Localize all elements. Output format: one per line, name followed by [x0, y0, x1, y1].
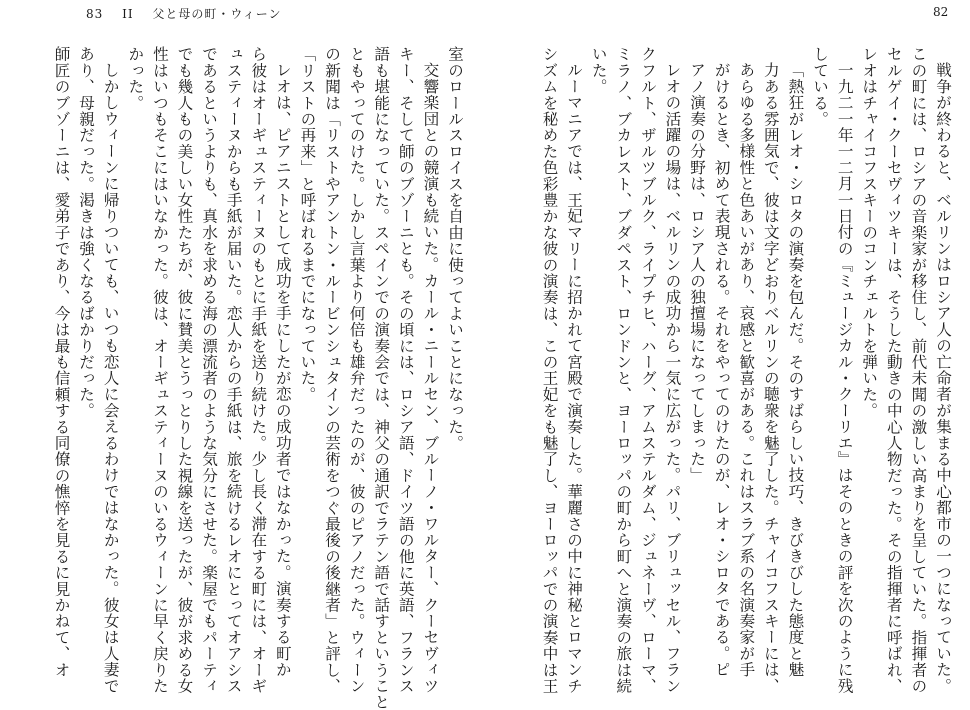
text-line: セルゲイ・クーセヴィツキーは、そうした動きの中心人物だった。その指揮者に呼ばれ、: [884, 46, 903, 694]
text-line: 力ある雰囲気で、彼は文字どおりベルリンの聴衆を魅了した。チャイコフスキーには、: [761, 61, 780, 694]
section-title: 父と母の町・ウィーン: [152, 7, 282, 21]
text-line: この町には、ロシアの音楽家が移住し、前代未聞の激しい高まりを呈していた。指揮者の: [909, 46, 928, 694]
text-line: キー、そして師のブゾーニとも。その頃には、ロシア語、ドイツ語の他に英語、フランス: [396, 46, 415, 694]
text-line: 師匠のブゾーニは、愛弟子であり、今は最も信頼する同僚の憔悴を見るに見かねて、オ: [52, 46, 71, 678]
text-line: レオはチャイコフスキーのコンチェルトを弾いた。: [860, 46, 879, 419]
text-line: ともやってのけた。しかし言葉より何倍も雄弁だったのが、彼のピアノだった。ウィーン: [347, 46, 366, 694]
text-line: がけるとき、初めて表現される。それをやってのけたのが、レオ・シロタである。ピ: [712, 61, 731, 678]
running-head: [86, 5, 295, 22]
text-line: 性はいつもそこにはいなかった。彼は、オーギュスティーヌのいるウィーンに早く戻りた: [150, 46, 169, 694]
text-line: ミラノ、ブカレスト、ブダペスト、ロンドンと、ヨーロッパの町から町へと演奏の旅は続: [614, 46, 633, 694]
text-line: 交響楽団との競演も続いた。カール・ニールセン、ブルーノ・ワルター、クーセヴィツ: [421, 61, 440, 694]
text-line: いた。: [589, 46, 608, 95]
right-page-number: 82: [933, 5, 949, 19]
text-line: 室のロールスロイスを自由に使ってよいことになった。: [446, 46, 464, 451]
text-line: アノ演奏の分野は、ロシア人の独擅場になってしまった」: [688, 61, 707, 483]
right-page: [485, 0, 970, 694]
left-page-number: 83: [86, 7, 104, 21]
text-line: あらゆる多様性と色あいがあり、哀感と歓喜がある。これはスラブ系の名演奏家が手: [737, 61, 756, 678]
text-line: しかしウィーンに帰りついても、いつも恋人に会えるわけではなかった。彼女は人妻で: [101, 61, 120, 694]
right-body-text: [500, 46, 955, 694]
text-line: ルーマニアでは、王妃マリーに招かれて宮殿で演奏した。華麗さの中に神秘とロマンチ: [565, 61, 584, 694]
left-body-text: [52, 46, 467, 710]
text-line: クフルト、ザルツブルク、ライプチヒ、ハーグ、アムステルダム、ジュネーヴ、ローマ、: [638, 46, 657, 694]
text-line: レオの活躍の場は、ベルリンの成功から一気に広がった。パリ、ブリュッセル、フラン: [663, 61, 682, 694]
text-line: 語も堪能になっていた。スペインでの演奏会では、神父の通訳でラテン語で話すということ: [372, 46, 391, 710]
text-line: でも幾人もの美しい女性たちが、彼に賛美とうっとりした視線を送ったが、彼が求める女: [175, 46, 194, 694]
text-line: 「リストの再来」と呼ばれるまでになっていた。: [298, 46, 317, 403]
text-line: ュスティーヌからも手紙が届いた。恋人からの手紙は、旅を続けるレオにとってオアシス: [224, 46, 243, 694]
text-line: ら彼はオーギュスティーヌのもとに手紙を送り続けた。少し長く滞在する町には、オーギ: [249, 46, 268, 694]
text-line: レオは、ピアニストとして成功を手にしたが恋の成功者ではなかった。演奏する町か: [273, 61, 292, 678]
text-line: 「熱狂がレオ・シロタの演奏を包んだ。そのすばらしい技巧、きびきびした態度と魅: [786, 61, 805, 678]
text-line: シズムを秘めた色彩豊かな彼の演奏は、この王妃をも魅了し、ヨーロッパでの演奏中は王: [540, 46, 559, 694]
text-line: かった。: [126, 46, 145, 111]
text-line: している。: [811, 46, 830, 127]
text-line: であるというよりも、真水を求める海の漂流者のような気分にさせた。楽屋でもパーティ: [200, 46, 219, 694]
text-line: の新聞は「リストやアントン・ルービンシュタインの芸術をつぐ最後の後継者」と評し、: [323, 46, 342, 694]
chapter-number: II: [122, 7, 134, 21]
text-line: あり、母親だった。渇きは強くなるばかりだった。: [77, 46, 96, 419]
text-line: 一九二一年一二月一日付の『ミュージカル・クーリエ』はそのときの評を次のように残: [835, 61, 854, 694]
text-line: 戦争が終わると、ベルリンはロシア人の亡命者が集まる中心都市の一つになっていた。: [934, 61, 952, 694]
